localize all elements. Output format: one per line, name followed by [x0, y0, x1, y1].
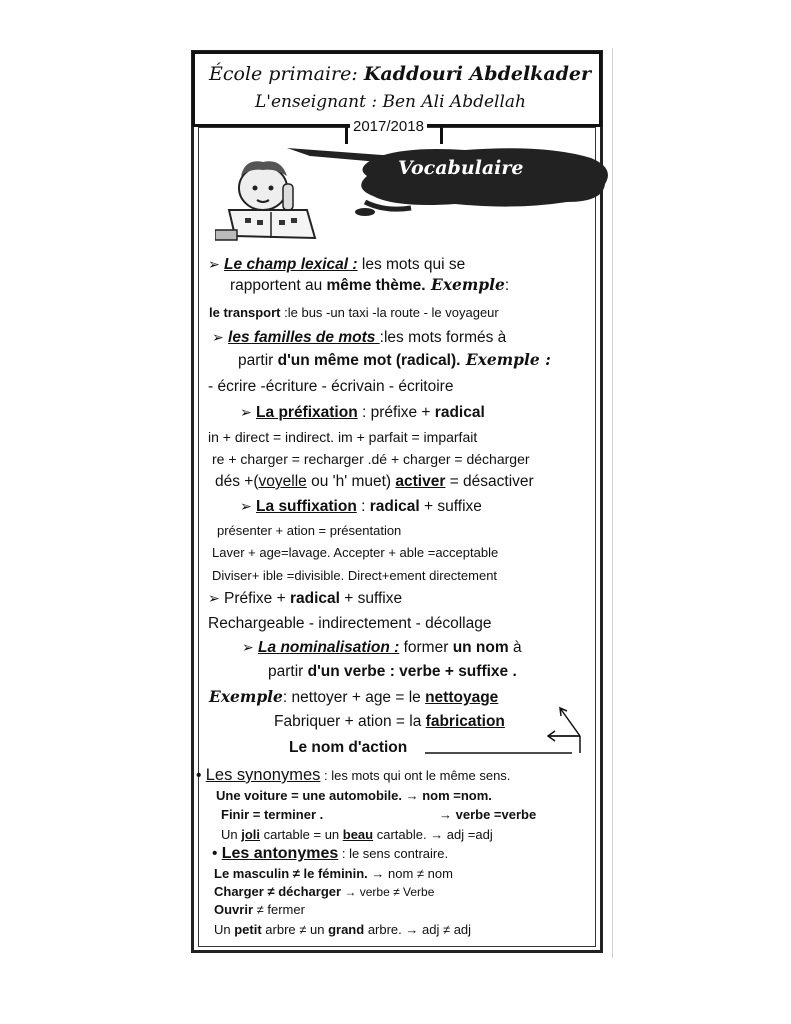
champ-text: les mots qui se [357, 256, 466, 273]
suffix-text: : [356, 498, 370, 515]
synonymes-l2a: Finir = terminer . [221, 807, 324, 822]
antonymes-example-3 [214, 900, 305, 919]
antonymes-l1a: Le masculin ≠ le féminin. [214, 866, 368, 881]
prefix-radical: radical [434, 404, 485, 421]
suffix-radical: radical [369, 498, 420, 515]
banner-title: Vocabulaire [398, 157, 524, 179]
synonymes-l3c: cartable = un [260, 827, 343, 842]
synonymes-title: Les synonymes [205, 766, 321, 784]
suffix-example-1: présenter + ation = présentation [217, 523, 402, 538]
nominal-example-label: Exemple [209, 687, 283, 706]
suffix-heading [240, 497, 482, 516]
nominal-l2b: d'un verbe [307, 663, 386, 680]
antonymes-l4b: petit [234, 922, 262, 937]
synonymes-l2b: → verbe =verbe [439, 807, 537, 822]
school-name: Kaddouri Abdelkader [363, 63, 592, 85]
antonymes-text: : le sens contraire. [338, 846, 449, 861]
nominal-example-colon: : [282, 689, 288, 706]
champ-example-label: Exemple [425, 275, 505, 294]
prefix-example-2: re + charger = recharger .dé + charger = décharger [212, 451, 530, 467]
bullet-dot-icon: • [212, 845, 218, 862]
suffix-title: La suffixation [256, 498, 357, 515]
prefix-l3a: dés +( [215, 473, 259, 490]
champ-example-bold: le transport [209, 305, 281, 320]
antonymes-l4d: grand [328, 922, 365, 937]
antonymes-l1b: → nom ≠ nom [367, 866, 453, 881]
synonymes-l3e: cartable. → adj =adj [373, 827, 493, 842]
suffix-rest: + suffixe [419, 498, 482, 515]
synonymes-example-3 [221, 825, 493, 844]
synonymes-l3d: beau [342, 827, 374, 842]
nominal-example-3: Le nom d'action [289, 739, 408, 756]
familles-title: les familles de mots [228, 329, 380, 346]
antonymes-l3b: ≠ fermer [253, 902, 305, 917]
antonymes-example-2 [214, 882, 434, 902]
familles-line-1 [212, 328, 506, 347]
prefix-example-1: in + direct = indirect. im + parfait = imparfait [208, 429, 478, 445]
champ-colon: : [504, 277, 510, 294]
antonymes-example-4 [214, 920, 471, 939]
familles-line2-text: partir [238, 352, 278, 369]
antonymes-l4e: arbre. → adj ≠ adj [364, 922, 472, 937]
antonymes-title: Les antonymes [221, 845, 339, 862]
nominal-arrows [420, 696, 590, 760]
prefsuf-radical: radical [289, 590, 340, 607]
prefix-l3c: ou 'h' muet) [306, 473, 396, 490]
prefix-text: : préfixe + [357, 404, 435, 421]
bullet-arrow-icon: ➢ [242, 639, 254, 655]
prefsuf-heading [208, 589, 402, 608]
prefsuf-text: Préfixe + [219, 590, 290, 607]
synonymes-heading [196, 766, 510, 785]
suffix-example-2: Laver + age=lavage. Accepter + able =acceptable [212, 545, 499, 560]
bullet-arrow-icon: ➢ [240, 498, 252, 514]
nominal-line-2 [268, 662, 517, 681]
prefix-example-3 [215, 472, 534, 491]
prefix-heading [240, 403, 485, 422]
familles-words: - écrire -écriture - écrivain - écritoire [208, 378, 454, 395]
bullet-arrow-icon: ➢ [212, 329, 224, 345]
champ-line2-text: rapportent au [230, 277, 327, 294]
nominal-ex1a: nettoyer + age = le [287, 689, 426, 706]
antonymes-example-1 [214, 864, 453, 883]
bullet-dot-icon: • [196, 767, 202, 784]
synonymes-example-2 [221, 805, 537, 824]
nominal-line-1 [242, 638, 522, 657]
champ-line-1 [208, 255, 465, 274]
prefsuf-words: Rechargeable - indirectement - décollage [208, 615, 492, 632]
school-line [209, 63, 591, 85]
teacher-line: L'enseignant : Ben Ali Abdellah [255, 92, 526, 112]
champ-line-2 [230, 275, 509, 295]
nominal-title: La nominalisation : [258, 639, 400, 656]
bullet-arrow-icon: ➢ [208, 256, 220, 272]
prefix-l3b: voyelle [258, 473, 307, 490]
familles-radical: d'un même mot (radical). [277, 352, 461, 369]
nominal-ex2a: Fabriquer + ation = la [274, 713, 426, 730]
antonymes-heading [212, 844, 448, 863]
prefix-l3d: activer [395, 473, 446, 490]
familles-example-label: Exemple : [460, 350, 551, 369]
prefix-l3e: = désactiver [445, 473, 534, 490]
nominal-un-nom: un nom [452, 639, 509, 656]
school-label: École primaire: [209, 63, 358, 85]
familles-line-2 [238, 350, 551, 370]
nominal-text: former [399, 639, 453, 656]
prefix-title: La préfixation [256, 404, 358, 421]
champ-title: Le champ lexical : [224, 256, 358, 273]
champ-theme: même thème. [326, 277, 426, 294]
child-reading-icon [215, 161, 315, 240]
champ-example [209, 303, 499, 322]
nominal-ex1b: nettoyage [425, 689, 499, 706]
prefsuf-rest: + suffixe [339, 590, 403, 607]
antonymes-l2b: → verbe ≠ Verbe [341, 885, 435, 899]
header-box [192, 51, 602, 127]
nominal-tail: à [508, 639, 522, 656]
bullet-arrow-icon: ➢ [208, 590, 220, 606]
nominal-l2a: partir [268, 663, 308, 680]
antonymes-l2a: Charger ≠ décharger [214, 884, 342, 899]
familles-text: :les mots formés à [379, 329, 507, 346]
antonymes-l4a: Un [214, 922, 235, 937]
synonymes-example-1: Une voiture = une automobile. → nom =nom. [216, 788, 492, 803]
antonymes-l4c: arbre ≠ un [261, 922, 329, 937]
antonymes-l3a: Ouvrir [214, 902, 254, 917]
bullet-arrow-icon: ➢ [240, 404, 252, 420]
champ-example-rest: :le bus -un taxi -la route - le voyageur [280, 305, 499, 320]
synonymes-l3a: Un [221, 827, 242, 842]
suffix-example-3: Diviser+ ible =divisible. Direct+ement directement [212, 568, 498, 583]
synonymes-text: : les mots qui ont le même sens. [320, 768, 511, 783]
synonymes-l3b: joli [241, 827, 261, 842]
nominal-ex2b: fabrication [425, 713, 505, 730]
school-year: 2017/2018 [350, 118, 427, 135]
nominal-l2c: : verbe + suffixe . [385, 663, 517, 680]
